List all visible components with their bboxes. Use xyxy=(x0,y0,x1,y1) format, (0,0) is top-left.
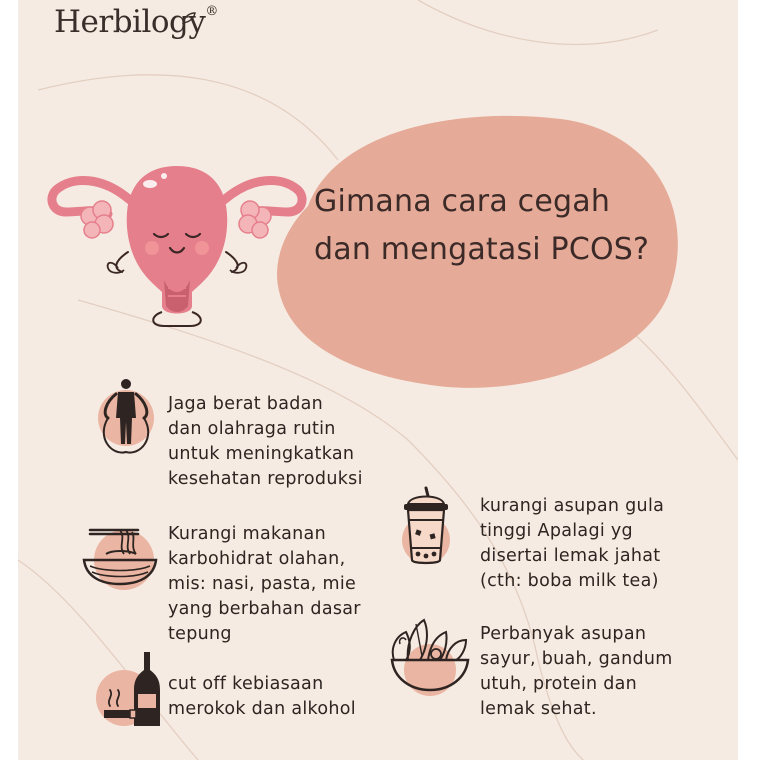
brand-name: Herbilogy xyxy=(54,4,206,40)
infographic-page xyxy=(18,0,738,760)
tip-text-2 xyxy=(168,522,361,647)
tip-2-line-1: Kurangi makanan xyxy=(168,524,326,544)
uterus-character-illustration xyxy=(42,156,312,336)
tip-3-line-1: cut off kebiasaan xyxy=(168,674,324,694)
salad-bowl-icon xyxy=(386,614,474,698)
boba-tea-icon xyxy=(394,486,468,568)
tip-5-line-1: Perbanyak asupan xyxy=(480,624,647,644)
tip-4-line-2: tinggi Apalagi yg xyxy=(480,521,633,541)
tip-2-line-3: mis: nasi, pasta, mie xyxy=(168,574,357,594)
tip-text-4 xyxy=(480,494,664,594)
tip-5-line-3: utuh, protein dan xyxy=(480,674,638,694)
leaf-icon xyxy=(182,12,196,24)
jump-rope-icon xyxy=(92,378,164,458)
tip-2-line-4: yang berbahan dasar xyxy=(168,599,361,619)
tip-3-line-2: merokok dan alkohol xyxy=(168,699,356,719)
brand-logo xyxy=(54,4,218,48)
registered-mark: ® xyxy=(205,3,218,19)
tip-text-3 xyxy=(168,672,356,722)
tip-5-line-2: sayur, buah, gandum xyxy=(480,649,673,669)
tip-1-line-3: untuk meningkatkan xyxy=(168,444,355,464)
tip-1-line-2: dan olahraga rutin xyxy=(168,419,336,439)
tip-4-line-3: disertai lemak jahat xyxy=(480,546,661,566)
pasta-bowl-icon xyxy=(80,518,164,594)
tip-4-line-1: kurangi asupan gula xyxy=(480,496,665,516)
tip-5-line-4: lemak sehat. xyxy=(480,699,597,719)
alcohol-smoking-icon xyxy=(90,648,172,730)
tip-1-line-4: kesehatan reproduksi xyxy=(168,469,363,489)
tip-text-5 xyxy=(480,622,673,722)
tip-1-line-1: Jaga berat badan xyxy=(168,394,324,414)
tip-2-line-2: karbohidrat olahan, xyxy=(168,549,346,569)
tip-text-1 xyxy=(168,392,363,492)
headline-line-2: dan mengatasi PCOS? xyxy=(314,232,650,267)
tip-4-line-4: (cth: boba milk tea) xyxy=(480,571,659,591)
headline-line-1: Gimana cara cegah xyxy=(314,184,611,219)
headline xyxy=(314,178,694,274)
tip-2-line-5: tepung xyxy=(168,624,232,644)
